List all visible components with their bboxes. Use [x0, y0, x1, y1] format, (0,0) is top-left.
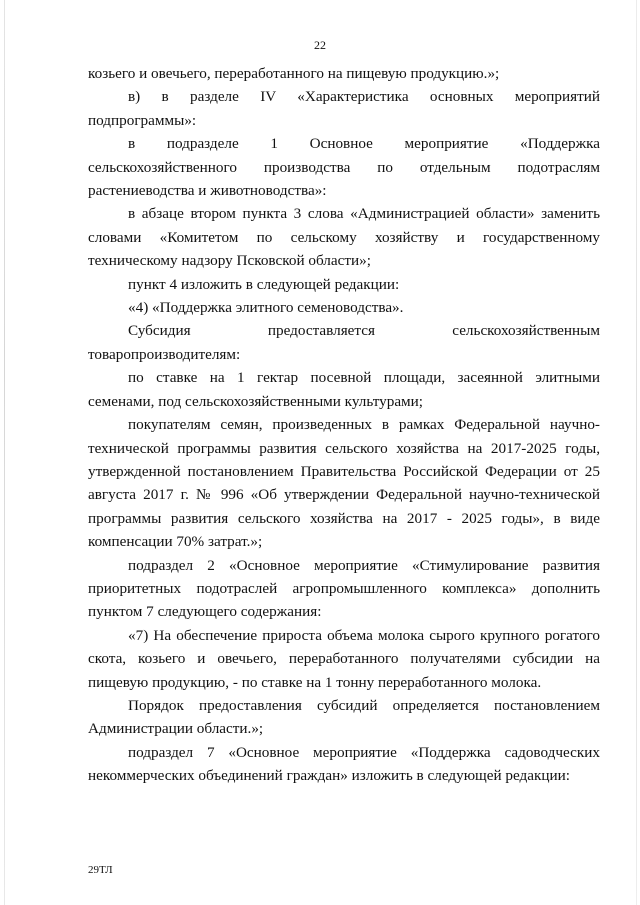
paragraph-6: «4) «Поддержка элитного семеноводства». [128, 299, 404, 317]
paragraph-12: Порядок предоставления субсидий определяется постановлением Администрации области.»; [88, 696, 600, 738]
paragraph-7: Субсидия предоставляется сельскохозяйственным товаропроизводителям: [88, 322, 600, 363]
paragraph-10: подраздел 2 «Основное мероприятие «Стимулирование развития приоритетных подотраслей агропромышленного комплекса» дополнить пунктом 7 следующего содержания: [88, 556, 600, 621]
paragraph-8: по ставке на 1 гектар посевной площади, засеянной элитными семенами, под сельскохозяйственными культурами; [88, 369, 600, 410]
paragraph-13: подраздел 7 «Основное мероприятие «Поддержка садоводческих некоммерческих объединений граждан» изложить в следующей редакции: [88, 743, 600, 785]
paragraph-9: покупателям семян, произведенных в рамках Федеральной научно-технической программы развития сельского хозяйства на 2017-2025 годы, утвержденной постановлением Правительства Российской Федерации от 25 августа 2017 г. № 996 «Об утверждении Федеральной научно-технической программы развития сельского хозяйства на 2017 - 2025 годы», в виде компенсации 70% затрат.»; [88, 416, 600, 551]
scan-edge-left [4, 0, 5, 905]
paragraph-3: в подразделе 1 Основное мероприятие «Поддержка сельскохозяйственного производства по отдельным подотраслям растениеводства и животноводства»: [88, 135, 600, 200]
document-body [88, 62, 600, 788]
footer-code: 29ТЛ [88, 864, 113, 876]
paragraph-2: в) в разделе IV «Характеристика основных мероприятий подпрограммы»: [88, 88, 600, 129]
scan-edge-right [636, 0, 637, 905]
paragraph-1: козьего и овечьего, переработанного на пищевую продукцию.»; [88, 65, 500, 82]
paragraph-4: в абзаце втором пункта 3 слова «Администрацией области» заменить словами «Комитетом по сельскому хозяйству и государственному техническому надзору Псковской области»; [88, 205, 600, 270]
paragraph-11: «7) На обеспечение прироста объема молока сырого крупного рогатого скота, козьего и овечьего, переработанного получателями субсидии на пищевую продукцию, - по ставке на 1 тонну переработанного молока. [88, 626, 600, 691]
page-number: 22 [314, 38, 326, 52]
paragraph-5: пункт 4 изложить в следующей редакции: [128, 275, 400, 293]
